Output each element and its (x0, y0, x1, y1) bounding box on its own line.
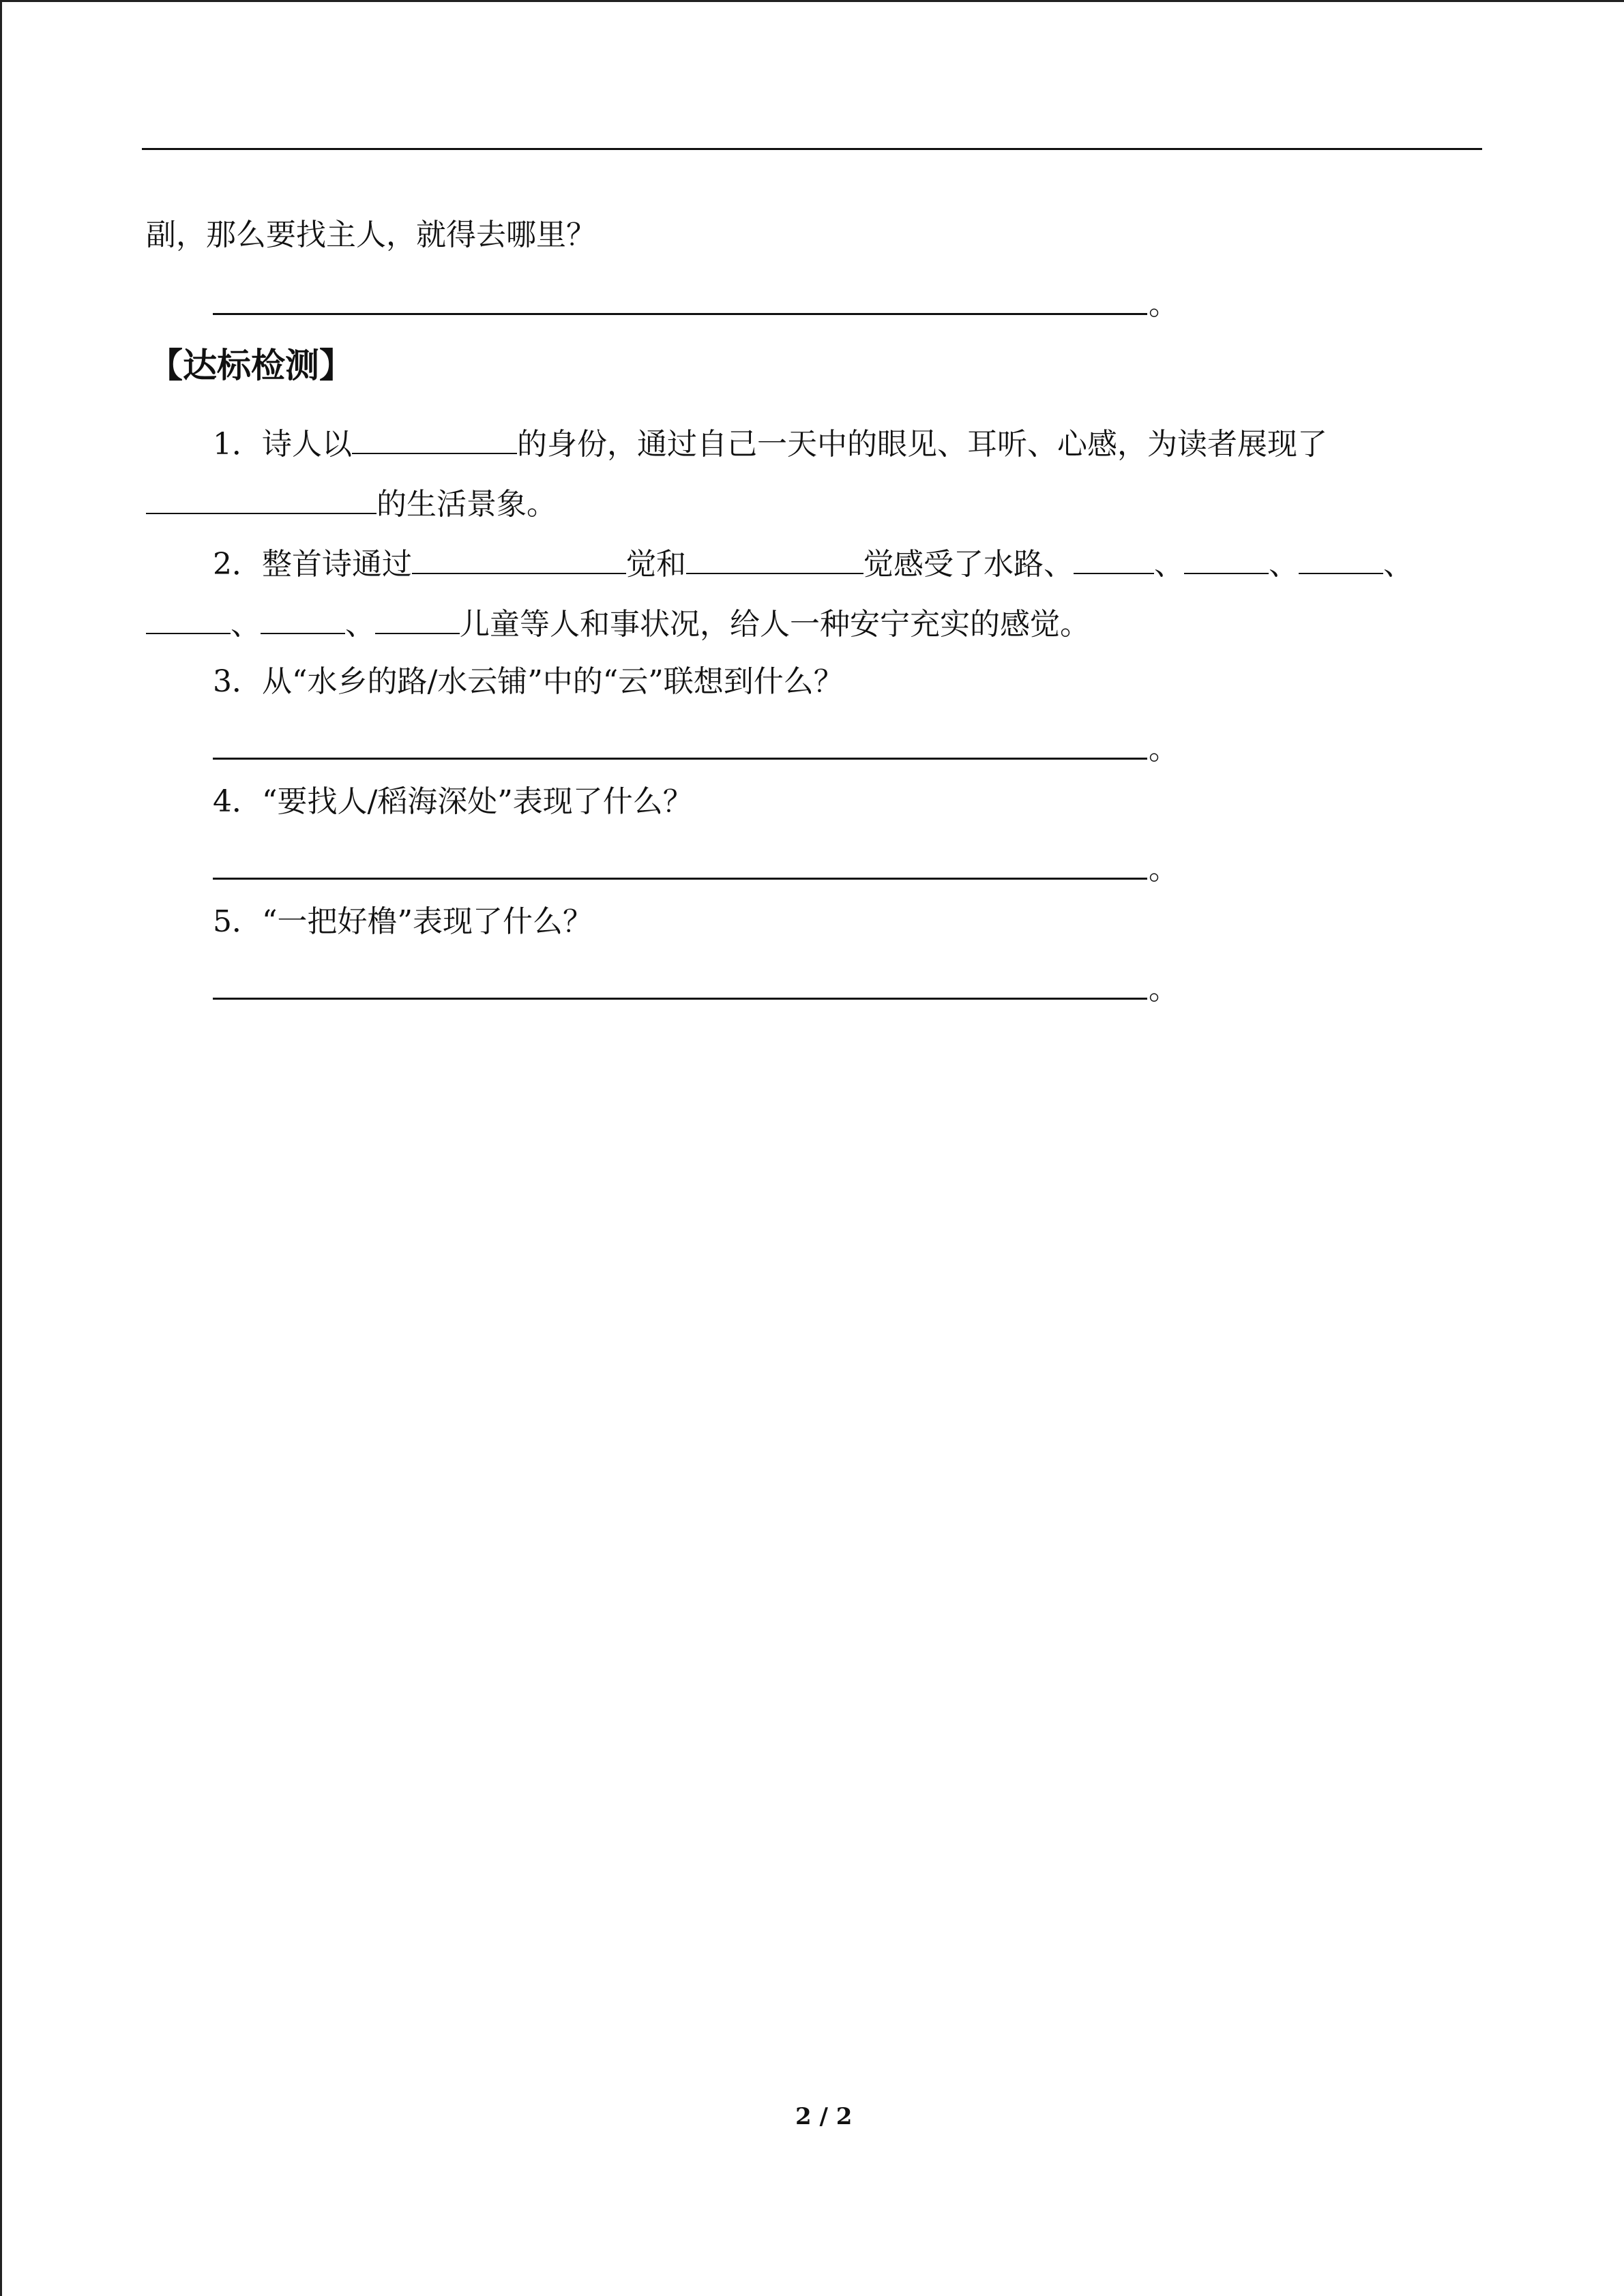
question-3-text: 3．从“水乡的路/水云铺”中的“云”联想到什么？ (213, 664, 844, 699)
q1-blank-scene[interactable] (146, 483, 377, 514)
page-border-left (0, 0, 2, 2296)
q2-sep-3: 、 (1383, 547, 1413, 582)
q1-text-end: 的生活景象。 (377, 487, 557, 522)
continued-question-text: 副，那么要找主人，就得去哪里？ (146, 218, 596, 252)
q2-text-start: 2．整首诗通过 (213, 547, 412, 582)
q2-text-end: 儿童等人和事状况，给人一种安宁充实的感觉。 (460, 607, 1090, 642)
answer-line-q3[interactable] (213, 758, 1147, 760)
answer-period-q5: 。 (1149, 972, 1179, 1007)
page-border-top (0, 0, 1624, 2)
q2-text-middle: 觉感受了水路、 (863, 547, 1074, 582)
q2-blank-item-3[interactable] (1299, 543, 1383, 574)
q2-blank-sense-2[interactable] (686, 543, 863, 574)
q1-text-middle: 的身份，通过自己一天中的眼见、耳听、心感，为读者展现了 (517, 427, 1327, 462)
q1-blank-identity[interactable] (352, 423, 517, 454)
q2-blank-item-2[interactable] (1184, 543, 1269, 574)
answer-line-q4[interactable] (213, 878, 1147, 880)
question-1-line-2 (146, 483, 557, 525)
q2-sep-5: 、 (345, 607, 375, 642)
answer-line-continued[interactable] (213, 313, 1147, 315)
answer-period-q4: 。 (1149, 852, 1179, 886)
question-4-text: 4．“要找人/稻海深处”表现了什么？ (213, 784, 693, 819)
q1-text-start: 1．诗人以 (213, 427, 352, 462)
q2-sep-2: 、 (1269, 547, 1299, 582)
q2-blank-sense-1[interactable] (412, 543, 626, 574)
q2-blank-item-1[interactable] (1074, 543, 1154, 574)
question-5-text: 5．“一把好橹”表现了什么？ (213, 904, 593, 939)
answer-period: 。 (1149, 287, 1179, 322)
q2-blank-item-6[interactable] (375, 603, 460, 634)
q2-text-jue-he: 觉和 (626, 547, 686, 582)
q2-sep-4: 、 (231, 607, 261, 642)
section-heading: 【达标检测】 (149, 345, 353, 385)
q2-blank-item-4[interactable] (146, 603, 231, 634)
q2-blank-item-5[interactable] (261, 603, 345, 634)
question-1-line-1 (213, 423, 1327, 465)
page-number: 2 / 2 (795, 2103, 853, 2130)
answer-period-q3: 。 (1149, 732, 1179, 766)
answer-line-q5[interactable] (213, 998, 1147, 1000)
header-rule (142, 148, 1482, 150)
question-2-line-1 (213, 543, 1413, 585)
question-2-line-2 (146, 603, 1090, 645)
q2-sep-1: 、 (1154, 547, 1184, 582)
